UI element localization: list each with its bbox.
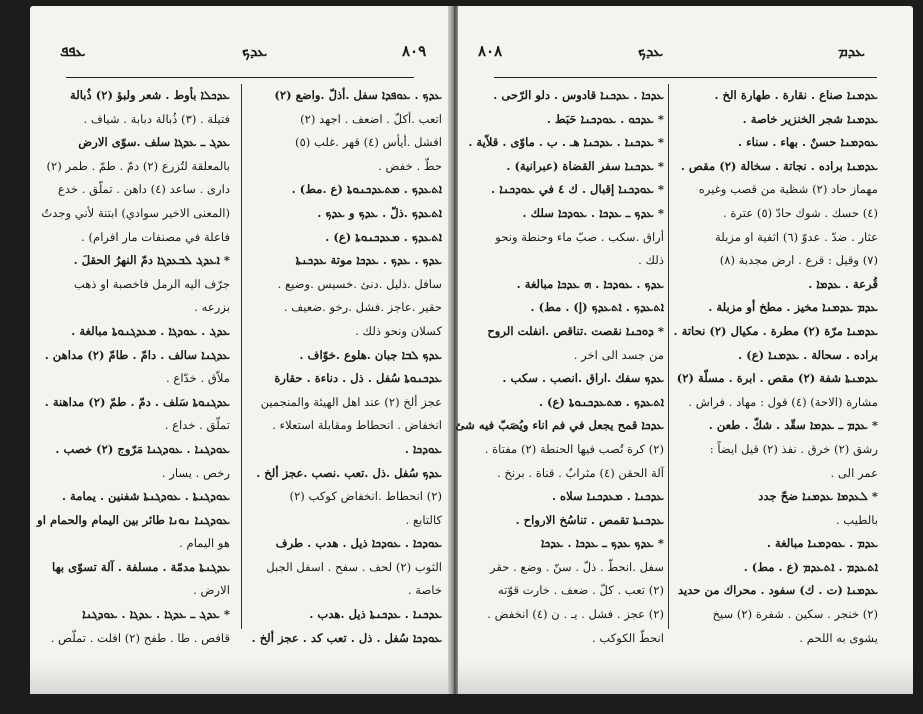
entry-line: ܥܘܕܟܐ .: [404, 441, 442, 456]
entry-line: * ܥܘܕܟܢܐ إقبال . ك ٤ في ܥܘܕܟܢܐ .: [491, 182, 664, 197]
running-head: [458, 42, 913, 72]
entry-line: (المعنى الاخير سوادي) ابتنة لأني وجدتُ: [41, 205, 230, 220]
entry-line: يشوى به اللحم .: [799, 630, 878, 645]
page-number: ٨٠٨: [478, 42, 503, 60]
entry-line: ܥܕܟ . ܥܘܦܕܐ سفل .أذلّ .واضع (٢): [274, 88, 442, 102]
entry-line: ܥܕܡܢܐ مرّة (٢) مطرة . مكيال (٢) نحاتة .: [673, 323, 878, 338]
entry-line: ܐܬܥܕܟ . ܡܥܕܟܢܘܬܐ (ع) .: [325, 229, 442, 244]
entry-line: ܥܕܟܢܐ . ܡܥܕܟܢܐ سلاه .: [551, 489, 664, 504]
entry-line: ܐܬܥܕܟ . ܡܬܥܕܟܢܘܬܐ (ع .مط) .: [291, 182, 442, 197]
entry-line: مشارة (الاحة) (٤) قول : مهاد . فراش .: [688, 394, 878, 409]
entry-line: * ܕܘܟܢܐ نقصت .تناقص .انفلت الروح: [487, 323, 664, 338]
entry-line: ܥܘܕܓܢܐ ܢܘܢܐ طائر بين اليمام والحمام او: [37, 512, 230, 527]
entry-line: ܥܕܟܢܐ . ܥܕܟܢܬܐ ذيل .هدب .: [309, 607, 442, 622]
entry-line: بالمعلقة لتُزرع (٢) دمّ . طمّ . طمر (٢): [46, 158, 230, 173]
running-head-center: ܥܕܟ: [242, 42, 268, 60]
entry-line: ܥܘܕܓܢܬܐ . ܥܘܕܓܢܬܐ شفنين . يمامة .: [61, 489, 230, 504]
entry-line: ܥܘܕܟܐ سُفل . ذل . تعب كد . عجز ألخ .: [251, 630, 442, 645]
entry-line: ܥܕܟܐ قمح يجعل في فم اناء ويُصَبّ فيه شئ: [455, 418, 664, 433]
entry-line: ܥܕܟ سفك .اراق .انصب . سكب .: [502, 371, 664, 386]
entry-line: عجز ألخ (٢) عند اهل الهيئة والمنجمين: [260, 394, 442, 409]
entry-line: (٢) خنجر . سكين . شفرة (٢) سيخ: [712, 607, 878, 622]
entry-line: ܥܕܡܢܐ (ت . ك) سفود . محراك من حديد: [677, 583, 878, 598]
entry-line: أراق .سكب . صبّ ماء وحنطة ونحو: [495, 229, 664, 244]
entry-line: ملاّق . خدّاع .: [166, 371, 230, 386]
left-page: [30, 6, 450, 694]
entry-line: ܥܕܟܢܘܬܐ سُفل . ذل . دناءة . حقارة: [274, 371, 442, 386]
entry-line: ܥܕܓܢܐ سالف . دامّ . طامّ (٢) مداهن .: [44, 347, 230, 362]
entry-line: الارض .: [193, 583, 230, 598]
entry-line: ܥܘܕܡܢܐ حسنٌ . بهاء . سناء .: [738, 135, 878, 150]
entry-line: * ܥܕܟ ܥܕܟ ـ ܥܕܟܐ . ܥܕܟܐ: [540, 536, 664, 551]
entry-line: قُرعة . ܥܕܡܐ .: [808, 276, 878, 291]
entry-line: سفل .انحطّ . ذلّ . سنّ . وضع . حقر: [489, 559, 664, 574]
entry-line: بزرعه .: [194, 300, 230, 315]
header-rule: [494, 77, 877, 78]
entry-line: ܐܬܥܕܟ .ذلّ . ܥܕܟ و ܥܕܟ .: [317, 205, 442, 220]
entry-line: كالتابع .: [405, 512, 442, 527]
entry-line: قافص . طا . طفح (٢) افلت . تملّص .: [50, 630, 230, 645]
entry-line: ܥܕܟܐ . ܥܕܟܢܐ قادوس . دلو الرّحى .: [493, 88, 664, 102]
entry-line: اتعب .أكلّ . اضعف . اجهد (٢): [300, 111, 442, 126]
entry-line: ܥܕܟ . ܥܕܟ . ܥܕܟܐ موتة ܥܕܟܢܬܐ: [295, 253, 442, 268]
entry-line: فاعلة في مصنفات مار افرام) .: [81, 229, 230, 244]
entry-line: ܥܕܟ . ܥܘܕܟܐ . ܗ ܥܕܟܐ مبالغة .: [516, 276, 664, 291]
column-divider: [241, 84, 242, 629]
entry-line: حطّ . خفض .: [378, 158, 442, 173]
entry-line: ܥܕܟܢܬܐ تقمص . تناسُخ الارواح .: [515, 512, 664, 527]
entry-line: كسلان ونحو ذلك .: [355, 323, 442, 338]
entry-line: (٧) وقيل : قرع . ارض مجدبة (٨): [719, 253, 878, 268]
entry-line: رخص . يسار .: [161, 465, 230, 480]
column-left: [37, 84, 230, 645]
page-shadow: [458, 660, 913, 694]
entry-line: حقير .عاجز .فشل .رخو .ضعيف .: [283, 300, 442, 315]
entry-line: ܥܕܓ ـ ܥܕܓܐ سلف .سوّى الارض: [78, 135, 230, 150]
entry-line: ܥܕܟ سُفل .ذل .تعب .نصب .عجز ألخ .: [256, 465, 442, 480]
entry-line: * ܐܥܕܓ ܠܒܥܕܓܐ دمّ النهرُ الحقلَ .: [73, 253, 230, 268]
entry-line: (٢) انحطاط .انخفاض كوكب (٢): [289, 489, 442, 504]
entry-line: ܐܬܥܕܟ . ܡܬܥܕܟܢܘܬܐ (ع) .: [538, 394, 664, 409]
entry-line: ܥܕܓܢܬܐ مدمّة . مسلفة . آلة تسوّى بها: [52, 559, 230, 574]
column-right: [455, 84, 664, 645]
column-left: [673, 84, 878, 645]
entry-line: * ܥܕܟܢܐ سفر القضاة (عبرانية) .: [506, 158, 664, 173]
page-shadow: [30, 660, 450, 694]
entry-line: ܥܕܟܠܐ بأوط . شعر ولبؤ (٢) ذُبالة: [70, 88, 230, 102]
entry-line: تملّق . خداع .: [164, 418, 230, 433]
entry-line: * ܥܕܓ ـ ܥܕܓܐ . ܥܕܓܐ . ܥܘܕܓܢܐ: [82, 607, 230, 622]
entry-line: براده . سحالة . ܥܕܡܢܐ (ع) .: [738, 347, 878, 362]
entry-line: بالطيب .: [835, 512, 878, 527]
entry-line: (٢) تعب . كلّ . ضعف . خارت قوّته: [498, 583, 664, 598]
entry-line: ܥܕܡܢܬܐ شفة (٢) مقص . ابرة . مسلّة (٢): [676, 371, 878, 386]
right-page: [455, 6, 913, 694]
entry-line: ذلك .: [638, 253, 664, 268]
entry-line: * ܥܕܟܢܐ . ܥܕܟܢܐ هـ . ب . ماوّى . قلاّية .: [468, 135, 664, 150]
entry-line: مهماز حاد (٢) شظية من قصب وغيره: [698, 182, 878, 197]
entry-line: * ܥܕܟ ـ ܥܕܟܐ . ܥܘܕܟܐ سلك .: [522, 205, 664, 220]
running-head-center: ܥܕܟ: [638, 42, 664, 60]
entry-line: آلة الحقن (٤) مثرابٌ . قناة . برنخ .: [497, 465, 664, 480]
entry-line: ܥܕܓ . ܥܘܕܓܐ . ܡܥܕܓܢܘܬܐ مبالغة .: [71, 323, 230, 338]
entry-line: جرّف اليه الرمل فاخصبة او ذهب: [73, 276, 230, 291]
entry-line: دارى . ساعد (٤) داهن . تملّق . خدع: [57, 182, 230, 197]
entry-line: ܥܕܡ . ܥܘܕܡܢܐ مبالغة .: [766, 536, 878, 551]
entry-line: افشل .أيأس (٤) قهر .غلب (٥): [295, 135, 442, 150]
entry-line: ܥܘܕܓܢܐ . ܥܘܕܓܢܐ مَرّوج (٢) خصب .: [55, 441, 230, 456]
entry-line: (٢) عجز . فشل . يـ . ن (٤) انخفض .: [487, 607, 664, 622]
column-right: [252, 84, 442, 644]
entry-line: (٤) حسك . شوك حادّ (٥) عترة .: [722, 205, 878, 220]
entry-line: من جسد الى اخر .: [573, 347, 664, 362]
entry-line: * ܥܕܟܘ . ܥܘܕܟܢܐ حَبَط .: [546, 111, 664, 126]
entry-line: هو اليمام .: [179, 536, 230, 551]
entry-line: الثوب (٢) لحف . سفح . اسفل الجبل: [266, 559, 442, 574]
running-head-outer: ܥܦܦ: [60, 42, 86, 60]
entry-line: فتيلة . (٣) ذُبالة دبابة . شياف .: [83, 111, 230, 126]
entry-line: خاصة .: [407, 583, 442, 598]
entry-line: * ܠܥܕܡܐ ܥܕܡܢܐ ضحّ جدد: [758, 489, 878, 504]
column-divider: [668, 84, 669, 629]
entry-line: عمر الى .: [830, 465, 878, 480]
entry-line: ܥܕܡܢܐ براده . نجاتة . سخالة (٢) مقص .: [680, 158, 878, 173]
page-number: ٨٠٩: [402, 42, 427, 60]
entry-line: ܥܕܡ ܥܕܡܢܐ مخيز . مطخ أو مزبلة .: [708, 300, 878, 315]
entry-line: ܥܕܡܢܐ صناع . نقارة . طهارة الخ .: [714, 88, 878, 102]
entry-line: ܥܕܟ ܠܒܐ جبان .هلوع .خوّاف .: [299, 347, 442, 362]
running-head: [30, 42, 450, 72]
header-rule: [66, 77, 414, 78]
entry-line: (٢) كرة تُصب فيها الحنطة (٢) مفتاة .: [484, 441, 664, 456]
entry-line: ܥܕܡܢܐ شجر الخنزير خاصة .: [742, 111, 878, 126]
entry-line: ܐܬܥܕܡ . ܐܬܥܕܡ (ع . مط) .: [743, 559, 878, 574]
entry-line: سافل .ذليل .دنئ .خسيس .وضيع .: [277, 276, 442, 291]
running-head-outer: ܥܕܡ: [838, 42, 865, 60]
entry-line: * ܥܕܡ ـ ܥܕܡܐ سقّد . شكّ . طعن .: [708, 418, 878, 433]
entry-line: ܥܘܕܟܐ . ܥܘܕܟܐ ذيل . هدب . طرف: [275, 536, 442, 551]
entry-line: انخفاض . انحطاط ومقابلة استعلاء .: [272, 418, 442, 433]
entry-line: رشق (٢) خرق . نفذ (٢) قيل ايضاً :: [709, 441, 878, 456]
entry-line: ܥܕܓܢܘܬܐ سَلف . دمّ . طمّ (٢) مداهنة .: [44, 394, 230, 409]
entry-line: انحطّ الكوكب .: [591, 630, 664, 645]
entry-line: ܐܬܥܕܟ . ܐܬܥܕܟ (إ) . مط) .: [530, 300, 664, 315]
entry-line: عثار . ضدّ . عدوّ (٦) اثفية او مزبلة: [715, 229, 878, 244]
